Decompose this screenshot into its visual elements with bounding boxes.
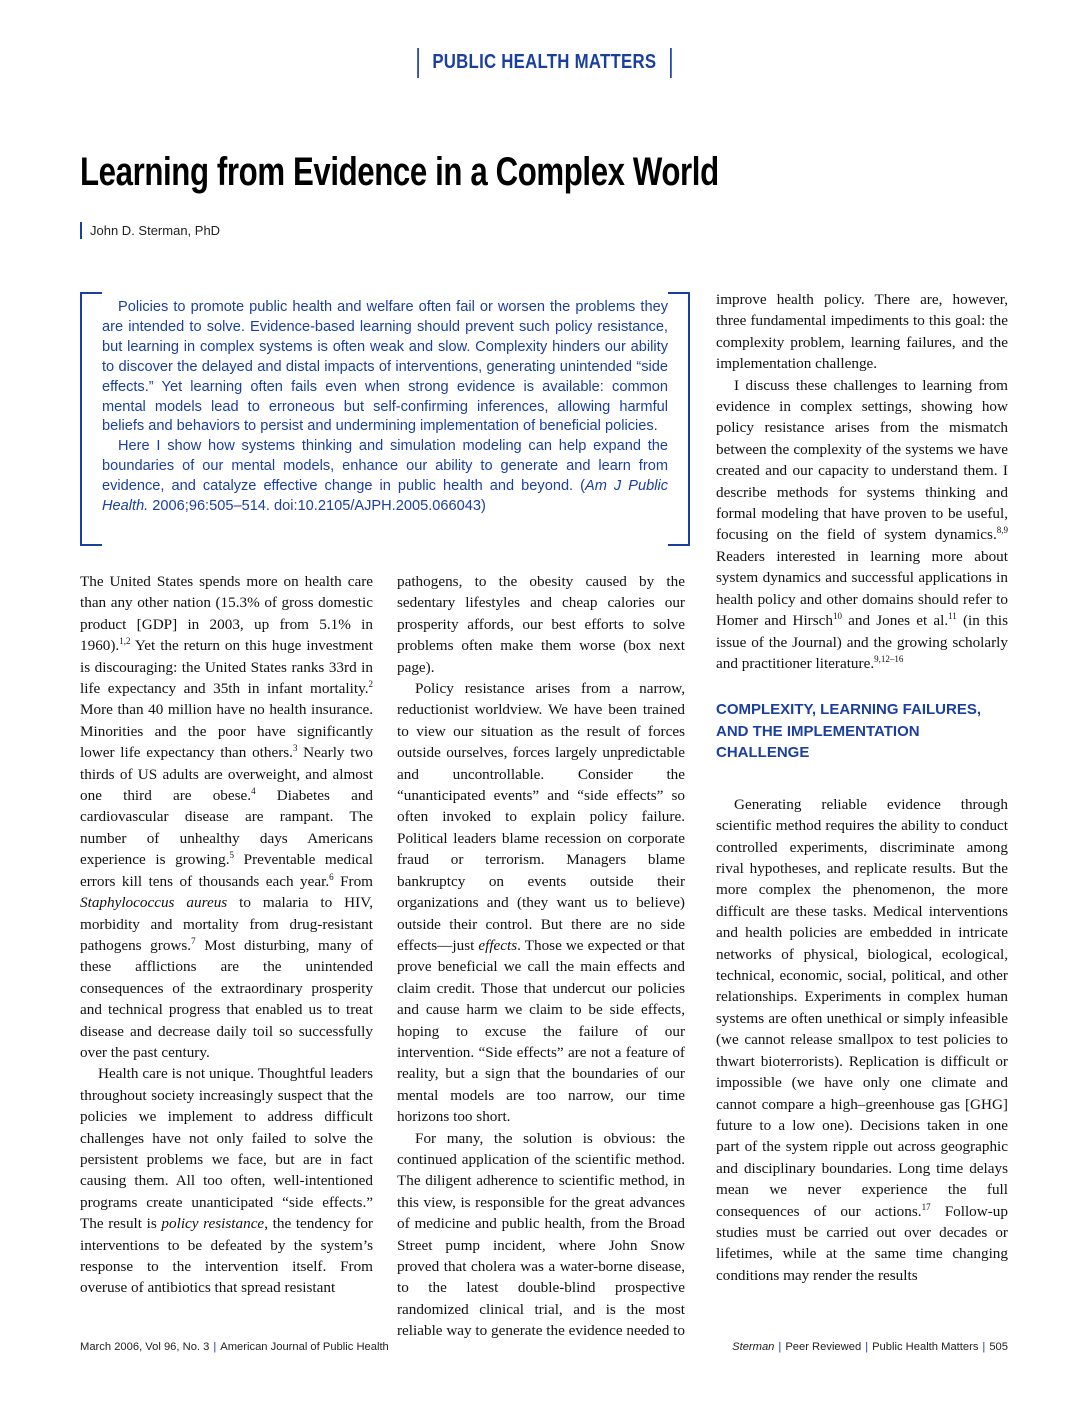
author-byline: John D. Sterman, PhD [80,222,220,239]
abstract-text [102,298,668,517]
running-author: Sterman [732,1341,775,1353]
body-paragraph: Policy resistance arises from a narrow, reductionist worldview. We have been trained to view our situation as the result of forces outside ourselves, forces largely unpredictable and uncontrollable. Consider the “unanticipated events” and “side effects” so often invoked to explain policy failure. Political leaders blame recession on corporate fraud or terrorism. Managers blame bankruptcy on events outside their organizations and (they want us to believe) outside their control. But there are no side effects—just effects. Those we expected or that prove beneficial we call the main effects and claim credit. Those that undercut our policies and cause harm we claim to be side effects, hoping to excuse the failure of our intervention. “Side effects” are not a feature of reality, but a sign that the boundaries of our mental models are too narrow, our time horizons too short. [397,680,685,1126]
body-paragraph: Health care is not unique. Thoughtful leaders throughout society increasingly suspect that the policies we implement to address difficult challenges have not only failed to solve the persistent problems we face, but are in fact causing them. All too often, well-intentioned programs create unanticipated “side effects.” The result is policy resistance, the tendency for interventions to be defeated by the system’s response to the intervention itself. From overuse of antibiotics that spread resistant [80,1065,373,1297]
section-name: Public Health Matters [872,1341,979,1353]
body-paragraph: improve health policy. There are, however, three fundamental impediments to this goal: the complexity problem, learning failures, and the implementation challenge. [716,291,1008,373]
footer-separator: | [982,1341,986,1353]
reference-marker[interactable]: 3 [292,743,298,754]
page-number: 505 [989,1341,1008,1353]
footer-separator: | [778,1341,782,1353]
abstract-paragraph-1: Policies to promote public health and welfare often fail or worsen the problems they are intended to solve. Evidence-based learning should prevent such policy resistance, but learning in complex systems is often weak and slow. Complexity hinders our ability to discover the delayed and distal impacts of interventions, generating unintended “side effects.” Yet learning often fails even when strong evidence is available: common mental models lead to erroneous but self-confirming inferences, allowing harmful beliefs and behaviors to persist and undermining implementation of beneficial policies. [102,299,668,435]
reference-marker[interactable]: 11 [948,611,957,622]
body-paragraph: I discuss these challenges to learning from evidence in complex settings, showing how policy resistance arises from the mismatch between the complexity of the systems we have created and our capacity to understand them. I describe methods for systems thinking and formal modeling that have proven to be useful, focusing on the field of system dynamics.$^{8,9}$ Readers interested in learning more about system dynamics and successful applications in health policy and other domains should refer to Homer and Hirsch$^{10}$ and Jones et al.$^{11}$ (in this issue of the Journal) and the growing scholarly and practitioner literature.$^{9,12-16}$ [716,376,1008,672]
body-paragraph: The United States spends more on health care than any other nation (15.3% of gross domestic product [GDP] in 2003, up from 5.1% in 1960).$^{1,2}$ Yet the return on this huge investment is discouraging: the United States ranks 33rd in life expectancy and 35th in infant mortality.$^2$ More than 40 million have no health insurance. Minorities and the poor have significantly lower life expectancy than others.$^3$ Nearly two thirds of US adults are overweight, and almost one third are obese.$^4$ Diabetes and cardiovascular disease are rampant. The number of unhealthy days Americans experience is growing.$^5$ Preventable medical errors kill tens of thousands each year.$^6$ From Staphylococcus aureus to malaria to HIV, morbidity and mortality from drug-resistant pathogens grows.$^7$ Most disturbing, many of these afflictions are the unintended consequences of the extraordinary prosperity and technical progress that enabled us to treat disease and decrease daily toil so successfully over the past century. [80,573,374,1061]
reference-marker[interactable]: 2 [368,678,373,689]
abstract-bracket-right [668,292,690,546]
body-column-2 [397,571,685,1342]
body-paragraph: pathogens, to the obesity caused by the sedentary lifestyles and cheap calories our prosperity affords, our best efforts to solve problems often make them worse (box next page). [397,573,685,676]
citation-journal: Am J Public Health. [102,478,669,515]
reference-marker[interactable]: 4 [251,786,256,796]
issue-date: March 2006, Vol 96, No. 3 [80,1341,210,1353]
abstract-paragraph-2: Here I show how systems thinking and simulation modeling can help expand the boundaries of our mental models, enhance our ability to generate and learn from evidence, and catalyze effective change in public health and beyond. (Am J Public Health. 2006;96:505–514. doi:10.2105/AJPH.2005.066043) [102,438,669,515]
reference-marker[interactable]: 17 [921,1201,931,1212]
body-paragraph: Generating reliable evidence through scientific method requires the ability to conduct controlled experiments, discriminate among rival hypotheses, and replicate results. But the more complex the phenomenon, the more difficult are these tasks. Medical interventions and health policies are embedded in intricate networks of physical, biological, ecological, technical, economic, social, political, and other relationships. Experiments in complex human systems are often unethical or simply infeasible (we cannot release smallpox to test policies to thwart bioterrorists). Replication is difficult or impossible (we have only one climate and cannot compare a high–greenhouse gas [GHG] future to a low one). Decisions taken in one part of the system ripple out across geographic and disciplinary boundaries. Long time delays mean we never experience the full consequences of our actions.$^{17}$ Follow-up studies must be carried out over decades or lifetimes, while at the same time changing conditions may render the results [716,795,1008,1284]
reference-marker[interactable]: 10 [832,611,842,622]
reference-marker[interactable]: 9,12–16 [874,653,904,664]
reference-marker[interactable]: 8,9 [996,525,1008,536]
abstract-box [80,292,690,546]
footer-left [80,1341,389,1353]
abstract-bracket-left [80,292,102,546]
section-subheading: COMPLEXITY, LEARNING FAILURES, AND THE IMPLEMENTATION CHALLENGE [716,701,982,762]
reference-marker[interactable]: 7 [191,935,196,946]
body-paragraph: For many, the solution is obvious: the continued application of the scientific method. The diligent adherence to scientific method, in this view, is responsible for the great advances of medicine and public health, from the Broad Street pump incident, where John Snow proved that cholera was a water-borne disease, to the latest double-blind prospective randomized clinical trial, and is the most reliable way to generate the evidence needed to [397,1129,685,1340]
section-header [0,48,1088,78]
section-label: PUBLIC HEALTH MATTERS [417,48,671,78]
reference-marker[interactable]: 6 [329,871,334,882]
footer-separator: | [213,1341,217,1353]
footer-separator: | [865,1341,869,1353]
reference-marker[interactable]: 5 [229,850,235,861]
reference-marker[interactable]: 1,2 [119,636,131,647]
footer-right [732,1341,1008,1353]
review-status: Peer Reviewed [785,1341,862,1353]
article-title: Learning from Evidence in a Complex World [80,150,719,194]
body-column-3 [716,289,1008,1286]
journal-name: American Journal of Public Health [220,1341,389,1353]
body-column-1 [80,571,373,1299]
